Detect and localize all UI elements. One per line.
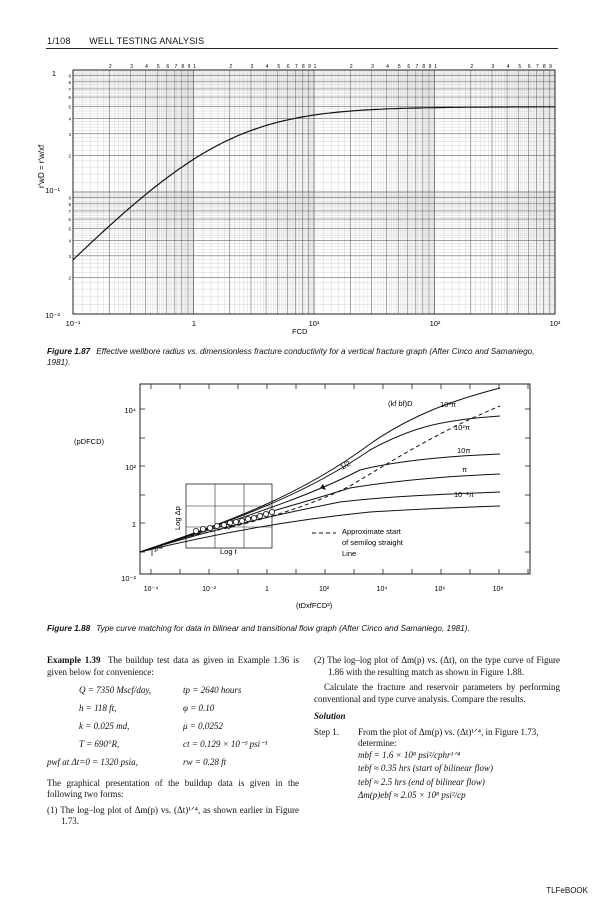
fig88-ytick-1e2: 10² xyxy=(125,463,136,472)
fig87-left-tick: 9 xyxy=(68,195,71,201)
fig87-top-tick: 9 xyxy=(187,64,191,70)
solution-title: Solution xyxy=(314,711,346,721)
fig87-top-tick: 6 xyxy=(407,64,411,70)
param-row xyxy=(79,685,299,697)
fig87-left-tick: 8 xyxy=(68,79,71,85)
fig87-top-tick: 1 xyxy=(193,64,196,70)
fig88-curve-pi xyxy=(140,474,500,552)
fig88-legend-line2: of semilog straight xyxy=(342,538,403,547)
fig88-curve-10pi xyxy=(140,454,500,552)
fig88-data-point xyxy=(200,526,205,531)
param-row xyxy=(47,757,299,769)
step-1 xyxy=(314,727,560,750)
fig87-left-tick: 4 xyxy=(68,238,71,244)
fig87-left-tick: 2 xyxy=(68,153,71,159)
figure-1-88-chart xyxy=(70,376,540,616)
fig87-top-tick: 3 xyxy=(250,64,254,70)
task-paragraph: Calculate the fracture and reservoir parameters by performing conventional and type curve analysis. Compare the results. xyxy=(314,682,560,704)
fig87-xtick-10: 10¹ xyxy=(308,319,320,328)
fig87-top-tick: 7 xyxy=(535,64,539,70)
fig87-left-tick: 8 xyxy=(68,201,71,207)
fig87-top-tick: 6 xyxy=(527,64,531,70)
fig87-left-tick: 3 xyxy=(68,131,71,137)
fig87-top-tick: 6 xyxy=(286,64,290,70)
figure-1-87-caption xyxy=(47,347,557,368)
step1-result: tebf ≈ 0.35 hrs (start of bilinear flow) xyxy=(358,763,493,773)
param-value: pwf at Δt=0 = 1320 psia, xyxy=(47,757,138,767)
fig87-top-tick: 8 xyxy=(301,64,305,70)
fig87-top-tick: 7 xyxy=(294,64,298,70)
graph-intro: The graphical presentation of the buildup data is given in the following two forms: xyxy=(47,777,299,799)
step1-result: Δm(p)ebf ≈ 2.05 × 10⁸ psi²/cp xyxy=(358,790,466,800)
fig87-xtick-1: 1 xyxy=(191,319,197,328)
fig88-ytick-1e4: 10⁴ xyxy=(124,406,136,415)
param-value: tp = 2640 hours xyxy=(183,685,242,695)
step1-result: tebf ≈ 2.5 hrs (end of bilinear flow) xyxy=(358,776,485,787)
fig88-xtick-1em4: 10⁻⁴ xyxy=(143,586,159,593)
fig87-top-tick: 4 xyxy=(145,64,148,70)
step-1-label: Step 1. xyxy=(314,726,340,737)
fig87-top-tick: 4 xyxy=(386,64,389,70)
figure-1-87-chart xyxy=(30,58,570,340)
fig88-xlabel: (tDxfFCD²) xyxy=(296,601,333,610)
fig88-top-label: (kf bf)D xyxy=(388,399,413,408)
fig87-caption-text: Effective wellbore radius vs. dimensionless fracture conductivity for a vertical fracture graph (After Cinco and Samaniego, 1981). xyxy=(47,347,535,367)
fig87-left-tick: 9 xyxy=(68,73,71,79)
fig87-top-tick: 8 xyxy=(422,64,426,70)
chapter-title: WELL TESTING ANALYSIS xyxy=(89,36,205,46)
fig88-data-point xyxy=(239,518,244,523)
fig88-frame xyxy=(140,384,530,574)
fig87-left-tick: 5 xyxy=(68,226,71,232)
fig87-xtick-1000: 10³ xyxy=(549,319,561,328)
fig88-curve-label-100pi: 10²π xyxy=(454,423,471,432)
param-value: rw = 0.28 ft xyxy=(183,757,227,767)
fig87-xtick-0p1: 10⁻¹ xyxy=(65,319,81,328)
fig87-top-tick: 4 xyxy=(506,64,510,70)
fig87-ytick-0p1: 10⁻¹ xyxy=(45,186,60,195)
header-rule xyxy=(46,48,558,49)
fig87-left-tick: 6 xyxy=(68,95,71,101)
fig87-top-tick: 2 xyxy=(229,64,233,70)
fig87-left-tick: 3 xyxy=(68,253,71,259)
fig87-top-tick: 4 xyxy=(265,64,269,70)
fig87-top-tick: 1 xyxy=(434,64,437,70)
fig88-curve-label-10pi: 10π xyxy=(457,446,471,455)
fig88-ytick-1em2: 10⁻² xyxy=(121,574,136,583)
param-row xyxy=(79,739,299,751)
fig87-top-tick: 3 xyxy=(371,64,374,70)
param-value: k = 0.025 md, xyxy=(79,721,130,731)
fig88-data-point xyxy=(245,516,250,521)
fig87-left-tick: 4 xyxy=(68,116,71,122)
param-row xyxy=(79,703,299,715)
fig87-top-tick: 3 xyxy=(130,64,133,70)
step1-result: mbf = 1.6 × 10⁸ psi²/cphr¹ᐟ⁴ xyxy=(358,749,461,760)
fig87-left-tick: 5 xyxy=(68,104,71,110)
fig87-left-tick: 6 xyxy=(68,217,71,223)
fig88-slope-quarter: 1/4 xyxy=(152,543,164,554)
fig88-xtick-1e2: 10² xyxy=(318,586,330,593)
fig87-top-tick: 5 xyxy=(277,64,281,70)
fig87-top-tick: 9 xyxy=(549,64,552,70)
list-item-1: (1) The log–log plot of Δm(p) vs. (Δt)¹ᐟ⁴, as shown earlier in Figure 1.73. xyxy=(47,804,299,826)
fig88-caption-label: Figure 1.88 xyxy=(47,624,91,633)
fig88-data-point xyxy=(214,523,219,528)
fig88-data-point xyxy=(221,522,226,527)
fig88-ylabel: (pDFCD) xyxy=(74,437,104,446)
fig87-left-tick: 7 xyxy=(68,86,71,92)
fig87-top-tick: 9 xyxy=(428,64,432,70)
fig87-top-tick: 1 xyxy=(313,64,317,70)
param-value: ct = 0.129 × 10⁻³ psi⁻¹ xyxy=(183,739,268,749)
param-value: Q = 7350 Mscf/day, xyxy=(79,685,152,695)
fig88-xtick-1e8: 10⁸ xyxy=(492,586,504,593)
fig88-arrow xyxy=(320,484,326,490)
fig88-curve-0p1pi xyxy=(140,492,500,552)
fig87-top-tick: 2 xyxy=(349,64,353,70)
param-value: μ = 0.0252 xyxy=(183,721,223,731)
fig87-top-tick: 5 xyxy=(518,64,522,70)
param-value: φ = 0.10 xyxy=(183,703,215,713)
list-item-2: (2) The log–log plot of Δm(p) vs. (Δt), on the type curve of Figure 1.86 with the resulting match as shown in Figure 1.88. xyxy=(314,655,560,677)
page-number: 1/108 xyxy=(47,36,71,46)
fig88-data-point xyxy=(263,511,268,516)
step-1-text: From the plot of Δm(p) vs. (Δt)¹ᐟ⁴, in Figure 1.73, determine: xyxy=(358,726,539,748)
example-intro-paragraph xyxy=(47,655,299,678)
fig88-inset-ylabel: Log Δp xyxy=(173,506,182,530)
running-header xyxy=(47,36,220,46)
fig87-top-tick: 7 xyxy=(174,64,178,70)
fig87-top-tick: 8 xyxy=(542,64,546,70)
fig87-caption-label: Figure 1.87 xyxy=(47,347,91,356)
fig88-ytick-1: 1 xyxy=(131,520,136,529)
fig88-curve-1000pi xyxy=(140,388,500,552)
fig88-xtick-1: 1 xyxy=(265,586,269,593)
example-intro: The buildup test data as given in Example 1.36 is given below for convenience: xyxy=(47,655,300,677)
fig87-left-tick: 2 xyxy=(68,275,71,281)
fig87-top-tick: 6 xyxy=(166,64,170,70)
fig88-data-point xyxy=(251,515,256,520)
fig87-xlabel: FCD xyxy=(292,327,308,336)
fig87-ytick-1: 1 xyxy=(51,69,56,78)
fig87-top-tick: 3 xyxy=(491,64,495,70)
param-value: T = 690°R, xyxy=(79,739,120,749)
fig88-xtick-1e4: 10⁴ xyxy=(376,586,388,593)
fig87-left-tick: 7 xyxy=(68,208,71,214)
fig88-curve-label-pi: π xyxy=(462,465,468,474)
fig87-top-tick: 5 xyxy=(156,64,160,70)
fig88-data-point xyxy=(233,519,238,524)
fig88-data-point xyxy=(257,513,262,518)
fig87-top-tick: 9 xyxy=(308,64,311,70)
right-column xyxy=(314,655,560,804)
fig87-top-tick: 2 xyxy=(108,64,112,70)
fig87-top-tick: 2 xyxy=(470,64,474,70)
param-row xyxy=(79,721,299,733)
fig88-xtick-1e6: 10⁶ xyxy=(434,586,446,593)
fig88-curve-label-1000pi: 10³π xyxy=(440,400,457,409)
fig88-slope-half: 1/2 xyxy=(338,458,353,472)
fig88-xtick-1em2: 10⁻² xyxy=(202,586,216,593)
fig87-ylabel: r′wD = r′w/xf xyxy=(37,144,46,188)
footer-watermark: TLFeBOOK xyxy=(546,886,588,895)
figure-1-88-caption xyxy=(47,624,567,635)
fig87-top-tick: 5 xyxy=(397,64,401,70)
fig87-ytick-0p01: 10⁻² xyxy=(45,311,60,320)
fig88-data-point xyxy=(269,509,274,514)
left-column xyxy=(47,655,299,832)
param-value: h = 118 ft, xyxy=(79,703,117,713)
fig88-legend-line1: Approximate start xyxy=(342,527,401,536)
example-title: Example 1.39 xyxy=(47,655,101,665)
fig88-data-point xyxy=(207,525,212,530)
fig87-top-tick: 8 xyxy=(181,64,185,70)
fig88-data-point xyxy=(193,528,198,533)
fig88-curve-label-0p1pi: 10⁻¹π xyxy=(454,490,474,499)
fig88-legend-line3: Line xyxy=(342,549,357,558)
fig87-xtick-100: 10² xyxy=(429,319,441,328)
fig88-caption-text: Type curve matching for data in bilinear and transitional flow graph (After Cinco and Samaniego, 1981). xyxy=(96,624,470,633)
fig88-inset-xlabel: Log t xyxy=(220,547,237,556)
fig87-top-tick: 7 xyxy=(415,64,419,70)
